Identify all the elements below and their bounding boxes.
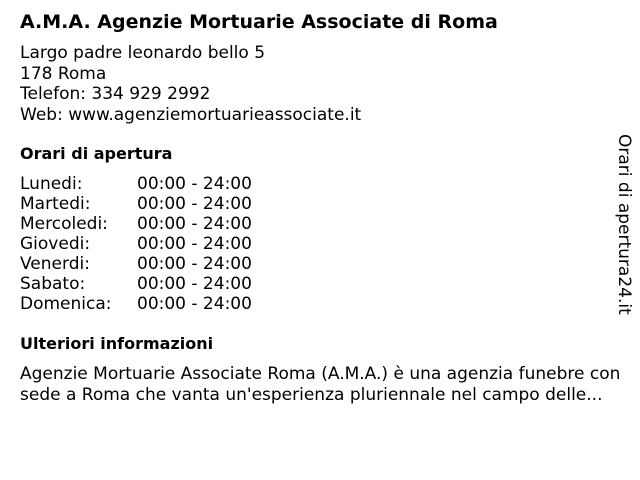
- address-line: Largo padre leonardo bello 5: [20, 43, 266, 63]
- time-range: 00:00 - 24:00: [137, 214, 252, 234]
- time-range: 00:00 - 24:00: [137, 254, 252, 274]
- time-range: 00:00 - 24:00: [137, 234, 252, 254]
- hours-row-sabato: [20, 274, 252, 294]
- hours-table: [20, 174, 252, 314]
- time-range: 00:00 - 24:00: [137, 194, 252, 214]
- web-line: Web: www.agenziemortuarieassociate.it: [20, 104, 362, 125]
- day-label: Sabato:: [20, 274, 86, 294]
- info-description: Agenzie Mortuarie Associate Roma (A.M.A.) è una agenzia funebre con sede a Roma che vanta un'esperienza pluriennale nel campo delle...: [20, 364, 621, 405]
- time-range: 00:00 - 24:00: [137, 174, 252, 194]
- info-heading: Ulteriori informazioni: [20, 334, 214, 353]
- hours-heading: Orari di apertura: [20, 144, 173, 163]
- time-range: 00:00 - 24:00: [137, 274, 252, 294]
- day-label: Lunedi:: [20, 174, 83, 194]
- hours-row-martedi: [20, 194, 252, 214]
- phone-line: Telefon: 334 929 2992: [20, 84, 211, 104]
- hours-row-venerdi: [20, 254, 252, 274]
- day-label: Domenica:: [20, 294, 112, 314]
- hours-row-lunedi: [20, 174, 252, 194]
- city-line: 178 Roma: [20, 63, 107, 84]
- business-name: A.M.A. Agenzie Mortuarie Associate di Roma: [20, 11, 498, 33]
- day-label: Giovedi:: [20, 234, 91, 254]
- hours-row-mercoledi: [20, 214, 252, 234]
- day-label: Martedi:: [20, 194, 91, 214]
- day-label: Mercoledi:: [20, 214, 108, 234]
- hours-row-domenica: [20, 294, 252, 314]
- site-watermark: Orari di apertura24.it: [614, 134, 634, 315]
- time-range: 00:00 - 24:00: [137, 294, 252, 314]
- contact-block: [20, 43, 361, 125]
- day-label: Venerdi:: [20, 254, 90, 274]
- hours-row-giovedi: [20, 234, 252, 254]
